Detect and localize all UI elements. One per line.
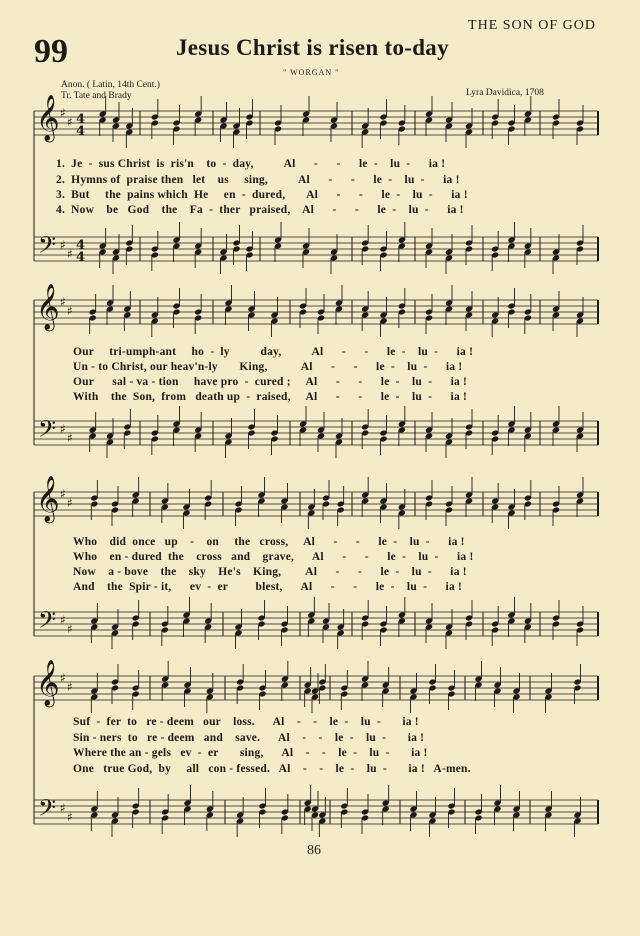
lyric-line: Un - to Christ, our heav'n-ly King, Al - - le - lu - ia ! <box>73 361 463 373</box>
sharp-sign: ♯ <box>67 431 73 445</box>
sharp-sign: ♯ <box>60 801 66 815</box>
hymn-title: Jesus Christ is risen to-day <box>176 35 449 60</box>
sharp-sign: ♯ <box>67 680 73 694</box>
lyric-line: Our tri-umph-ant ho - ly day, Al - - le - lu - ia ! <box>73 346 474 358</box>
sharp-sign: ♯ <box>67 115 73 129</box>
hymn-number: 99 <box>34 33 68 70</box>
section-title: THE SON OF GOD <box>468 18 596 33</box>
treble-clef: 𝄞 <box>36 284 60 330</box>
text-source-credit: Anon. ( Latin, 14th Cent.) <box>61 80 160 90</box>
lyric-line: And the Spir - it, ev - er blest, Al - - le - lu - ia ! <box>73 581 462 593</box>
lyric-line: With the Son, from death up - raised, Al - - le - lu - ia ! <box>73 391 468 403</box>
sharp-sign: ♯ <box>60 106 66 120</box>
bass-clef: 𝄢 <box>38 606 57 639</box>
treble-clef: 𝄞 <box>36 660 60 706</box>
lyric-line: 4. Now be God the Fa - ther praised, Al - - le - lu - ia ! <box>56 204 464 216</box>
time-signature: 4 <box>76 124 86 139</box>
time-signature: 4 <box>76 112 86 127</box>
lyric-line: Now a - bove the sky He's King, Al - - le - lu - ia ! <box>73 566 467 578</box>
lyric-line: 3. But the pains which He en - dured, Al - - le - lu - ia ! <box>56 189 468 201</box>
time-signature: 4 <box>76 250 86 265</box>
treble-clef: 𝄞 <box>36 95 60 141</box>
lyric-line: Who en - dured the cross and grave, Al - - le - lu - ia ! <box>73 551 474 563</box>
tune-credit: Lyra Davidica, 1708 <box>466 88 544 98</box>
lyric-line: 2. Hymns of praise then let us sing, Al - - le - lu - ia ! <box>56 174 460 186</box>
lyric-line: Our sal - va - tion have pro - cured ; Al - - le - lu - ia ! <box>73 376 468 388</box>
bass-clef: 𝄢 <box>38 231 57 264</box>
sharp-sign: ♯ <box>67 247 73 261</box>
sharp-sign: ♯ <box>60 487 66 501</box>
lyric-line: Where the an - gels ev - er sing, Al - - le - lu - ia ! <box>73 747 428 759</box>
sharp-sign: ♯ <box>67 622 73 636</box>
sharp-sign: ♯ <box>60 295 66 309</box>
sharp-sign: ♯ <box>60 422 66 436</box>
sharp-sign: ♯ <box>60 238 66 252</box>
lyric-line: Sin - ners to re - deem and save. Al - - le - lu - ia ! <box>73 732 425 744</box>
treble-clef: 𝄞 <box>36 476 60 522</box>
lyric-line: Who did once up - on the cross, Al - - le - lu - ia ! <box>73 536 465 548</box>
sharp-sign: ♯ <box>67 304 73 318</box>
tune-name: " WORGAN " <box>283 68 340 77</box>
sharp-sign: ♯ <box>60 671 66 685</box>
bass-clef: 𝄢 <box>38 794 57 827</box>
sharp-sign: ♯ <box>67 496 73 510</box>
translator-credit: Tr. Tate and Brady <box>61 91 132 101</box>
lyric-line: Suf - fer to re - deem our loss. Al - - le - lu - ia ! <box>73 716 419 728</box>
bass-clef: 𝄢 <box>38 415 57 448</box>
sharp-sign: ♯ <box>60 613 66 627</box>
time-signature: 4 <box>76 238 86 253</box>
page-number: 86 <box>307 843 321 858</box>
lyric-line: 1. Je - sus Christ is ris'n to - day, Al - - le - lu - ia ! <box>56 158 446 170</box>
lyric-line: One true God, by all con - fessed. Al - - le - lu - ia ! A-men. <box>73 763 471 775</box>
sharp-sign: ♯ <box>67 810 73 824</box>
